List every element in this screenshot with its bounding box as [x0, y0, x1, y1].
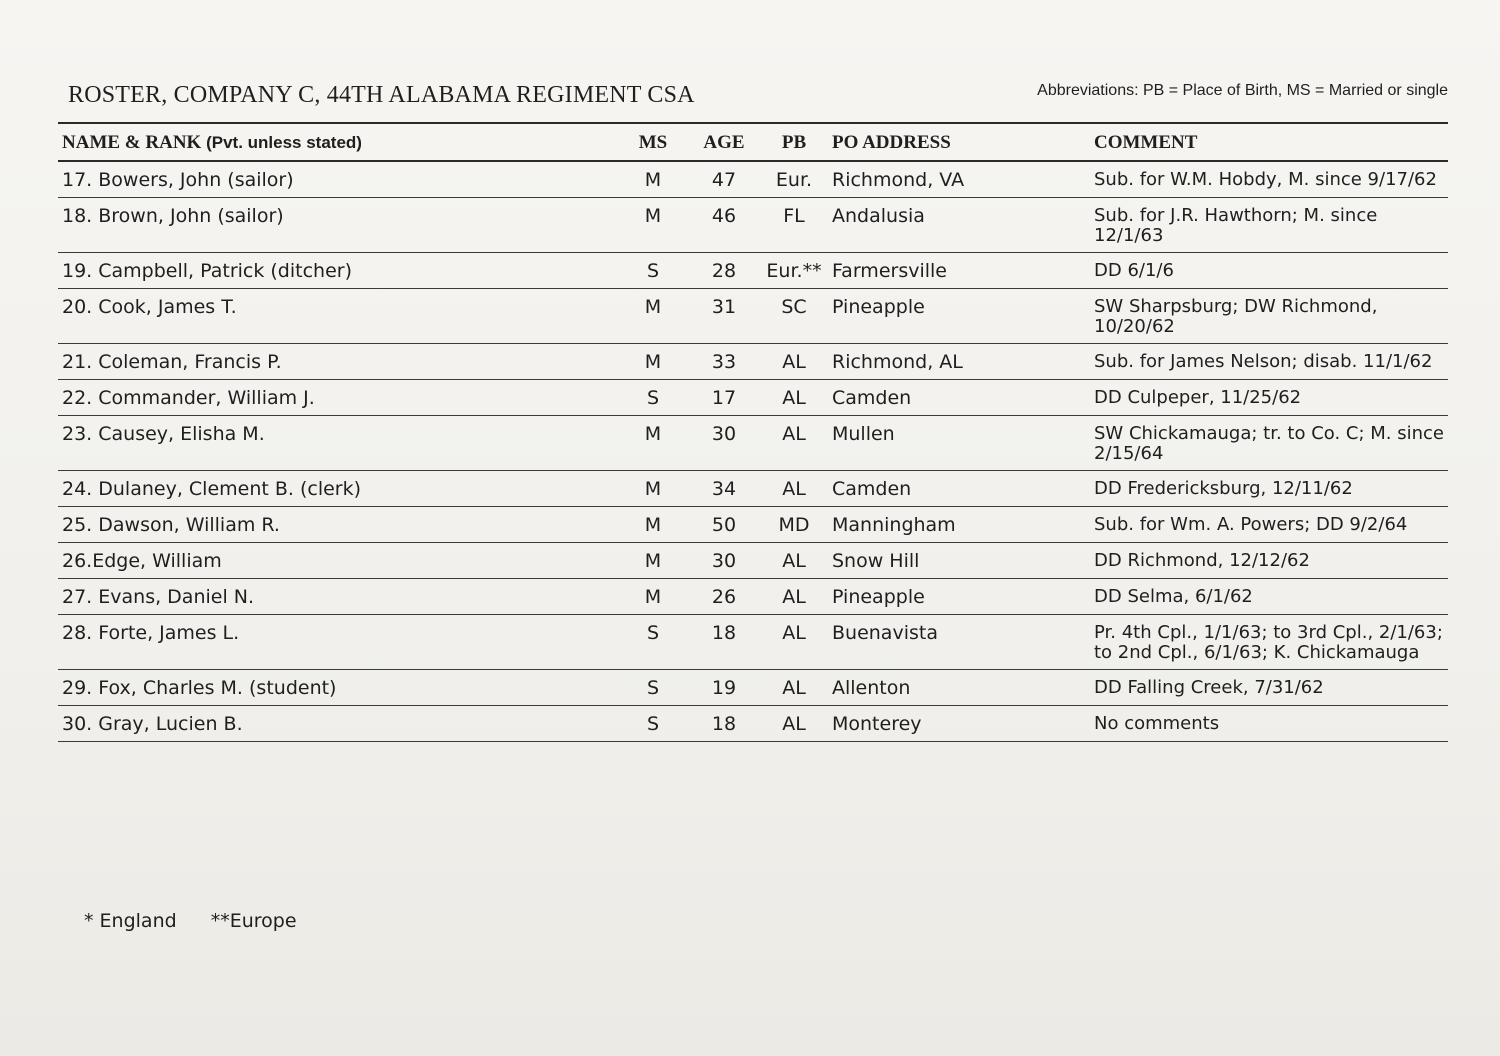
comment-cell: DD Selma, 6/1/62 [1090, 579, 1448, 615]
table-row [58, 670, 1448, 706]
table-row [58, 416, 1448, 471]
footnotes [84, 910, 325, 932]
place-of-birth-cell: AL [760, 380, 828, 416]
soldier-name-cell: 24. Dulaney, Clement B. (clerk) [58, 471, 618, 507]
po-address-cell: Richmond, VA [828, 161, 1090, 198]
place-of-birth-cell: AL [760, 670, 828, 706]
soldier-name-cell: 18. Brown, John (sailor) [58, 198, 618, 253]
place-of-birth-cell: AL [760, 706, 828, 742]
po-address-cell: Camden [828, 471, 1090, 507]
header-row [68, 74, 1448, 114]
po-address-cell: Buenavista [828, 615, 1090, 670]
comment-cell: DD 6/1/6 [1090, 253, 1448, 289]
table-row [58, 161, 1448, 198]
age-cell: 26 [688, 579, 760, 615]
marital-status-cell: M [618, 543, 688, 579]
age-cell: 50 [688, 507, 760, 543]
header-age: AGE [688, 123, 760, 161]
age-cell: 34 [688, 471, 760, 507]
marital-status-cell: M [618, 471, 688, 507]
footnote-england: * England [84, 910, 177, 932]
age-cell: 33 [688, 344, 760, 380]
po-address-cell: Pineapple [828, 579, 1090, 615]
soldier-name-cell: 27. Evans, Daniel N. [58, 579, 618, 615]
marital-status-cell: M [618, 198, 688, 253]
header-name-rank [58, 123, 618, 161]
po-address-cell: Manningham [828, 507, 1090, 543]
comment-cell: SW Chickamauga; tr. to Co. C; M. since 2/15/64 [1090, 416, 1448, 471]
po-address-cell: Andalusia [828, 198, 1090, 253]
po-address-cell: Mullen [828, 416, 1090, 471]
table-row [58, 253, 1448, 289]
abbreviations-note: Abbreviations: PB = Place of Birth, MS = Married or single [1037, 82, 1448, 99]
soldier-name-cell: 28. Forte, James L. [58, 615, 618, 670]
table-row [58, 507, 1448, 543]
place-of-birth-cell: AL [760, 471, 828, 507]
po-address-cell: Farmersville [828, 253, 1090, 289]
comment-cell: DD Culpeper, 11/25/62 [1090, 380, 1448, 416]
marital-status-cell: M [618, 579, 688, 615]
soldier-name-cell: 29. Fox, Charles M. (student) [58, 670, 618, 706]
place-of-birth-cell: AL [760, 543, 828, 579]
soldier-name-cell: 21. Coleman, Francis P. [58, 344, 618, 380]
table-row [58, 198, 1448, 253]
soldier-name-cell: 17. Bowers, John (sailor) [58, 161, 618, 198]
soldier-name-cell: 19. Campbell, Patrick (ditcher) [58, 253, 618, 289]
comment-cell: Sub. for W.M. Hobdy, M. since 9/17/62 [1090, 161, 1448, 198]
po-address-cell: Richmond, AL [828, 344, 1090, 380]
age-cell: 17 [688, 380, 760, 416]
age-cell: 18 [688, 706, 760, 742]
age-cell: 30 [688, 543, 760, 579]
table-row [58, 380, 1448, 416]
comment-cell: DD Fredericksburg, 12/11/62 [1090, 471, 1448, 507]
comment-cell: DD Falling Creek, 7/31/62 [1090, 670, 1448, 706]
age-cell: 30 [688, 416, 760, 471]
po-address-cell: Pineapple [828, 289, 1090, 344]
marital-status-cell: M [618, 344, 688, 380]
place-of-birth-cell: Eur. [760, 161, 828, 198]
table-row [58, 579, 1448, 615]
header-pb: PB [760, 123, 828, 161]
soldier-name-cell: 23. Causey, Elisha M. [58, 416, 618, 471]
age-cell: 28 [688, 253, 760, 289]
header-name-rank-label: NAME & RANK [62, 132, 202, 153]
place-of-birth-cell: SC [760, 289, 828, 344]
table-header-row [58, 123, 1448, 161]
age-cell: 19 [688, 670, 760, 706]
place-of-birth-cell: Eur.** [760, 253, 828, 289]
page-title: ROSTER, COMPANY C, 44TH ALABAMA REGIMENT CSA [68, 82, 695, 108]
marital-status-cell: M [618, 161, 688, 198]
age-cell: 46 [688, 198, 760, 253]
table-row [58, 289, 1448, 344]
header-name-rank-note: (Pvt. unless stated) [206, 133, 362, 152]
marital-status-cell: M [618, 507, 688, 543]
comment-cell: No comments [1090, 706, 1448, 742]
comment-cell: Sub. for J.R. Hawthorn; M. since 12/1/63 [1090, 198, 1448, 253]
header-po-address: PO ADDRESS [828, 123, 1090, 161]
marital-status-cell: S [618, 615, 688, 670]
marital-status-cell: S [618, 706, 688, 742]
age-cell: 18 [688, 615, 760, 670]
roster-body [58, 161, 1448, 742]
po-address-cell: Camden [828, 380, 1090, 416]
soldier-name-cell: 26.Edge, William [58, 543, 618, 579]
po-address-cell: Snow Hill [828, 543, 1090, 579]
soldier-name-cell: 30. Gray, Lucien B. [58, 706, 618, 742]
marital-status-cell: S [618, 380, 688, 416]
comment-cell: Sub. for James Nelson; disab. 11/1/62 [1090, 344, 1448, 380]
place-of-birth-cell: AL [760, 579, 828, 615]
comment-cell: DD Richmond, 12/12/62 [1090, 543, 1448, 579]
marital-status-cell: S [618, 253, 688, 289]
marital-status-cell: S [618, 670, 688, 706]
age-cell: 31 [688, 289, 760, 344]
place-of-birth-cell: MD [760, 507, 828, 543]
table-row [58, 344, 1448, 380]
soldier-name-cell: 25. Dawson, William R. [58, 507, 618, 543]
age-cell: 47 [688, 161, 760, 198]
table-row [58, 706, 1448, 742]
comment-cell: Sub. for Wm. A. Powers; DD 9/2/64 [1090, 507, 1448, 543]
footnote-europe: **Europe [210, 910, 297, 932]
marital-status-cell: M [618, 289, 688, 344]
soldier-name-cell: 22. Commander, William J. [58, 380, 618, 416]
po-address-cell: Monterey [828, 706, 1090, 742]
po-address-cell: Allenton [828, 670, 1090, 706]
comment-cell: Pr. 4th Cpl., 1/1/63; to 3rd Cpl., 2/1/63; to 2nd Cpl., 6/1/63; K. Chickamauga [1090, 615, 1448, 670]
table-row [58, 543, 1448, 579]
roster-table [58, 122, 1448, 742]
header-ms: MS [618, 123, 688, 161]
table-row [58, 615, 1448, 670]
place-of-birth-cell: AL [760, 344, 828, 380]
place-of-birth-cell: AL [760, 615, 828, 670]
comment-cell: SW Sharpsburg; DW Richmond, 10/20/62 [1090, 289, 1448, 344]
table-row [58, 471, 1448, 507]
header-comment: COMMENT [1090, 123, 1448, 161]
place-of-birth-cell: FL [760, 198, 828, 253]
soldier-name-cell: 20. Cook, James T. [58, 289, 618, 344]
marital-status-cell: M [618, 416, 688, 471]
place-of-birth-cell: AL [760, 416, 828, 471]
